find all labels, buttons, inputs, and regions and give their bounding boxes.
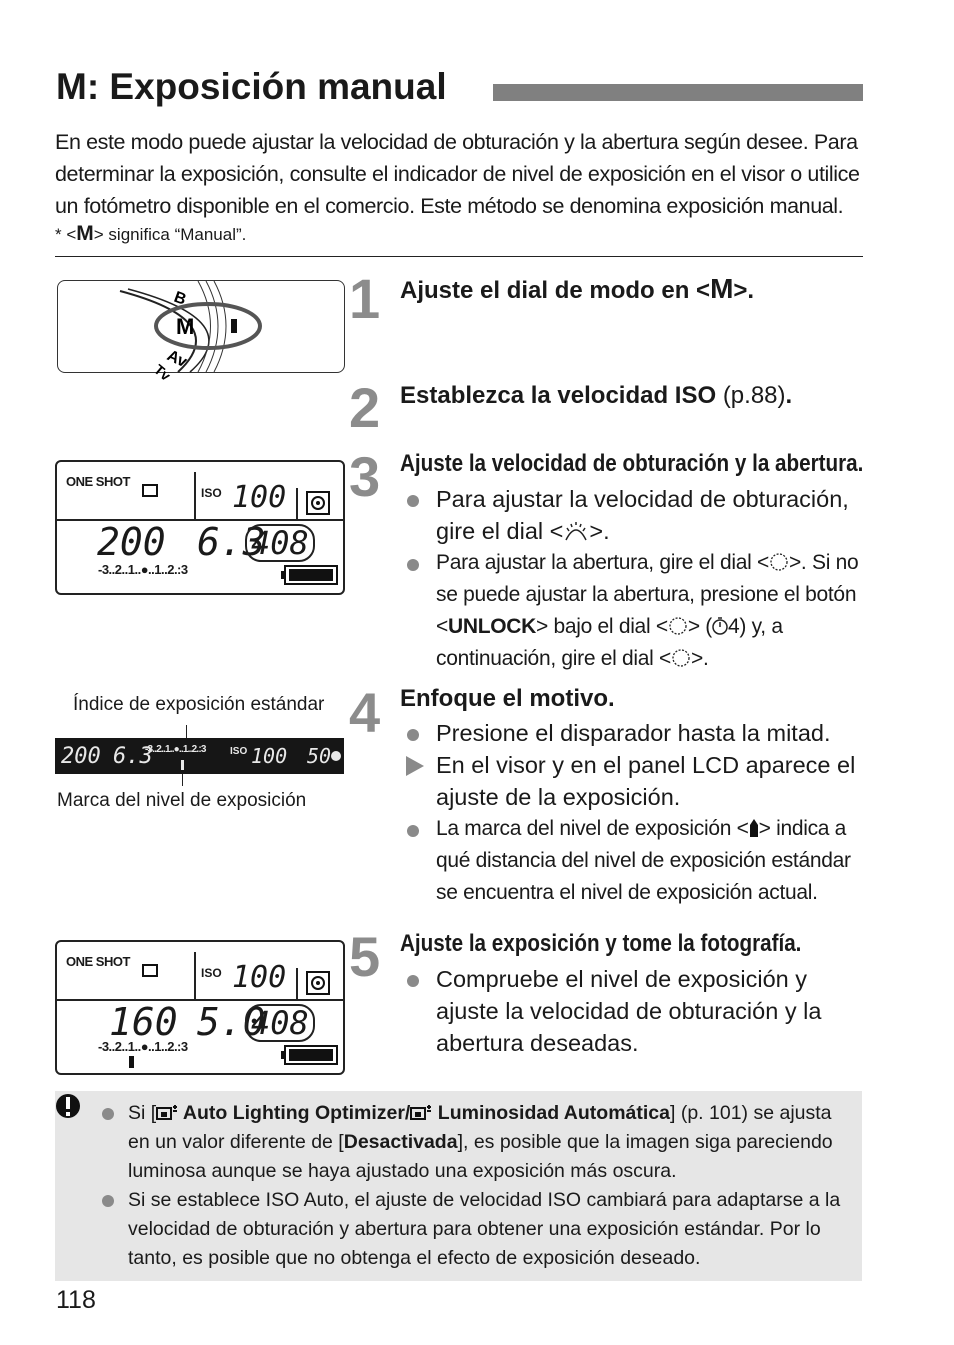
dial-mark-b: B xyxy=(171,288,189,309)
shutter-speed: 160 xyxy=(109,1000,178,1044)
step-3-title: Ajuste la velocidad de obturación y la abertura. xyxy=(400,450,864,477)
vf-exposure-level-mark xyxy=(181,760,184,770)
intro-note: * <M> significa “Manual”. xyxy=(55,222,247,245)
iso-value: 100 xyxy=(232,480,287,515)
unlock-button-label: UNLOCK xyxy=(447,615,536,638)
list-item: Para ajustar la velocidad de obturación, gire el dial < >. xyxy=(400,483,870,547)
list-item: Presione el disparador hasta la mitad. xyxy=(400,717,870,749)
af-mode: ONE SHOT xyxy=(66,954,130,969)
step-2-title: Establezca la velocidad ISO (p.88). xyxy=(400,382,793,409)
vf-shutter: 200 xyxy=(61,744,101,769)
step-4-list xyxy=(400,717,870,909)
dial-mark-av: Av xyxy=(164,347,190,372)
aperture-value: 6.3 xyxy=(197,520,266,564)
list-item: Si [ Auto Lighting Optimizer/ Luminosidad Automática] (p. 101) se ajusta en un valor diferente de [Desactivada], es posible que la imagen siga pareciendo luminosa aunque se haya ajustado una exposición más oscura. xyxy=(96,1099,846,1186)
list-item: En el visor y en el panel LCD aparece el ajuste de la exposición. xyxy=(400,749,870,813)
iso-label: ISO xyxy=(201,486,222,500)
lcd-panel-2 xyxy=(55,940,345,1075)
caution-icon xyxy=(54,1093,84,1121)
list-item: Para ajustar la abertura, gire el dial < >. Si no se puede ajustar la abertura, presione el botón <UNLOCK> bajo el dial < > ( 4) y, a continuación, gire el dial < >. xyxy=(400,547,870,675)
page-title-text: : Exposición manual xyxy=(86,66,447,107)
exposure-scale: -3..2..1..●..1..2.:3 xyxy=(98,1039,188,1054)
exposure-level-mark-icon xyxy=(749,816,759,836)
mode-dial-illustration xyxy=(57,280,345,384)
step-4-number: 4 xyxy=(349,681,381,744)
intro-paragraph: En este modo puede ajustar la velocidad de obturación y la abertura según desee. Para determinar la exposición, consulte el indicador de nivel de exposición en el visor o utilice un fotómetro disponible en el comercio. Este método se denomina exposición manual. xyxy=(55,130,860,218)
vf-iso: 100 xyxy=(251,744,288,768)
lcd-panel-1 xyxy=(55,460,345,595)
exposure-scale: -3..2..1..●..1..2.:3 xyxy=(98,562,188,577)
caption-leader-line xyxy=(182,774,183,786)
af-mode: ONE SHOT xyxy=(66,474,130,489)
step-1-number: 1 xyxy=(349,267,381,330)
quick-control-dial-icon xyxy=(671,646,691,666)
vf-aperture: 6.3 xyxy=(113,744,153,769)
dial-mark-m: M xyxy=(176,314,195,339)
list-item: Compruebe el nivel de exposición y ajuste la velocidad de obturación y la abertura deseadas. xyxy=(400,963,870,1059)
step-5-number: 5 xyxy=(349,925,381,988)
mode-m-glyph: M xyxy=(710,273,734,304)
title-decoration-bar xyxy=(493,84,863,101)
vf-shots: 50 xyxy=(307,744,332,768)
auto-lighting-optimizer-icon xyxy=(156,1101,178,1119)
mode-m-glyph: M xyxy=(76,222,94,245)
caption-exposure-level-mark: Marca del nivel de exposición xyxy=(57,790,307,811)
page-number: 118 xyxy=(56,1286,96,1314)
iso-value: 100 xyxy=(232,960,287,995)
caution-list xyxy=(96,1099,846,1273)
step-4-title: Enfoque el motivo. xyxy=(400,685,615,712)
step-5-title: Ajuste la exposición y tome la fotografía. xyxy=(400,930,802,957)
main-dial-icon xyxy=(563,518,589,538)
step-3-number: 3 xyxy=(349,445,381,508)
shutter-speed: 200 xyxy=(97,520,166,564)
caption-standard-exposure-index: Índice de exposición estándar xyxy=(73,694,325,715)
timer-icon xyxy=(712,614,728,634)
page-title xyxy=(56,66,447,108)
vf-exposure-scale: -3..2..1..●..1..2.:3 xyxy=(145,744,206,755)
page-ref: (p.88) xyxy=(722,382,786,409)
step-3-list xyxy=(400,483,870,675)
shots-remaining: 408 xyxy=(245,524,315,562)
dial-mark-tv: Tv xyxy=(151,361,174,384)
mode-m-glyph: M xyxy=(56,66,87,107)
focus-confirm-icon xyxy=(331,751,341,761)
aperture-value: 5.0 xyxy=(197,1000,266,1044)
mode-dial-graphic xyxy=(58,281,344,384)
list-item: Si se establece ISO Auto, el ajuste de velocidad ISO cambiará para adaptarse a la velocidad de obturación y abertura para obtener una exposición estándar. Por lo tanto, es posible que no obtenga el efecto de exposición deseado. xyxy=(96,1186,846,1273)
step-5-list xyxy=(400,963,870,1059)
list-item: La marca del nivel de exposición < > indica a qué distancia del nivel de exposición estándar se encuentra el nivel de exposición actual. xyxy=(400,813,870,909)
shots-remaining: 408 xyxy=(245,1004,315,1042)
divider xyxy=(55,256,863,257)
quick-control-dial-icon xyxy=(769,550,789,570)
quick-control-dial-icon xyxy=(668,614,688,634)
viewfinder-display xyxy=(55,738,344,774)
iso-label: ISO xyxy=(201,966,222,980)
step-2-number: 2 xyxy=(349,376,381,439)
auto-lighting-optimizer-icon xyxy=(410,1101,432,1119)
vf-iso-label: ISO xyxy=(230,746,248,757)
step-1-title: Ajuste el dial de modo en <M>. xyxy=(400,273,755,304)
